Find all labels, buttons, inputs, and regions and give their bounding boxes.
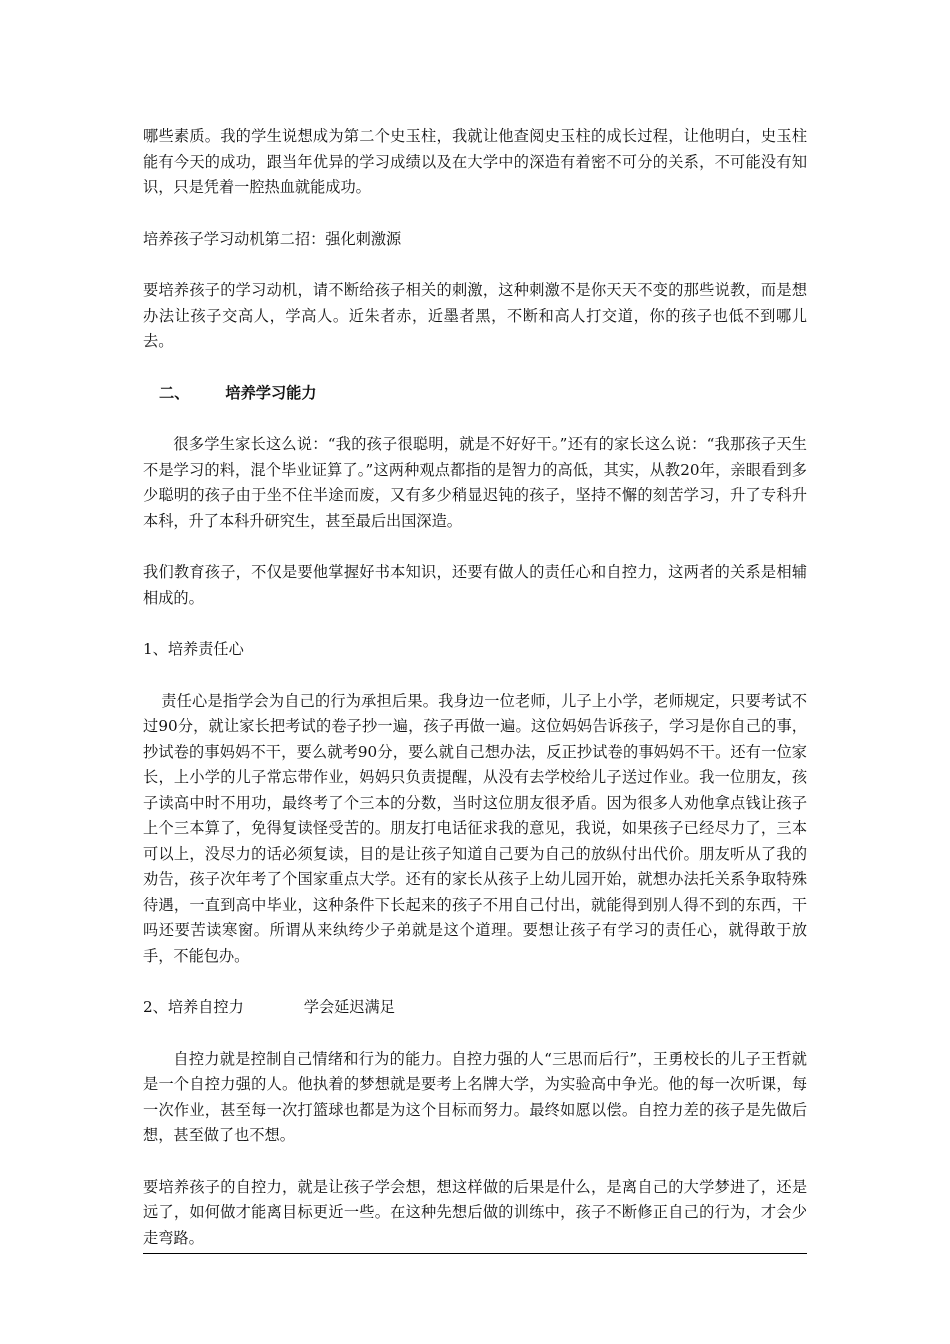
paragraph-responsibility-selfcontrol: 我们教育孩子，不仅是要他掌握好书本知识，还要有做人的责任心和自控力，这两者的关系是相辅相成的。 bbox=[143, 563, 807, 607]
document-body bbox=[143, 124, 807, 1254]
subheading-second-tip: 培养孩子学习动机第二招：强化刺激源 bbox=[143, 229, 402, 248]
paragraph-stimulus: 要培养孩子的学习动机，请不断给孩子相关的刺激，这种刺激不是你天天不变的那些说教，而是想办法让孩子交高人，学高人。近朱者赤，近墨者黑，不断和高人打交道，你的孩子也低不到哪儿去。 bbox=[143, 281, 807, 350]
paragraph-responsibility: 责任心是指学会为自己的行为承担后果。我身边一位老师，儿子上小学，老师规定，只要考试不过90分，就让家长把考试的卷子抄一遍，孩子再做一遍。这位妈妈告诉孩子，学习是你自己的事，抄试卷的事妈妈不干，要么就考90分，要么就自己想办法，反正抄试卷的事妈妈不干。还有一位家长，上小学的儿子常忘带作业，妈妈只负责提醒，从没有去学校给儿子送过作业。我一位朋友，孩子读高中时不用功，最终考了个三本的分数，当时这位朋友很矛盾。因为很多人劝他拿点钱让孩子上个三本算了，免得复读怪受苦的。朋友打电话征求我的意见，我说，如果孩子已经尽力了，三本可以上，没尽力的话必须复读，目的是让孩子知道自己要为自己的放纵付出代价。朋友听从了我的劝告，孩子次年考了个国家重点大学。还有的家长从孩子上幼儿园开始，就想办法托关系争取特殊待遇，一直到高中毕业，这种条件下长起来的孩子不用自己付出，就能得到别人得不到的东西，干吗还要苦读寒窗。所谓从来纨绔少子弟就是这个道理。要想让孩子有学习的责任心，就得敢于放手，不能包办。 bbox=[143, 691, 807, 965]
section-number: 二、 bbox=[159, 383, 190, 402]
paragraph-self-control: 自控力就是控制自己情绪和行为的能力。自控力强的人“三思而后行”，王勇校长的儿子王哲就是一个自控力强的人。他执着的梦想就是要考上名牌大学，为实验高中争光。他的每一次听课，每一次作业，甚至每一次打篮球也都是为这个目标而努力。最终如愿以偿。自控力差的孩子是先做后想，甚至做了也不想。 bbox=[143, 1049, 807, 1144]
paragraph-intro: 哪些素质。我的学生说想成为第二个史玉柱，我就让他查阅史玉柱的成长过程，让他明白，史玉柱能有今天的成功，跟当年优异的学习成绩以及在大学中的深造有着密不可分的关系，不可能没有知识，只是凭着一腔热血就能成功。 bbox=[143, 127, 807, 196]
section-heading-learning-ability bbox=[143, 381, 807, 407]
paragraph-parents-say: 很多学生家长这么说：“我的孩子很聪明，就是不好好干。”还有的家长这么说：“我那孩子天生不是学习的料，混个毕业证算了。”这两种观点都指的是智力的高低，其实，从教20年，亲眼看到多少聪明的孩子由于坐不住半途而废，又有多少稍显迟钝的孩子，坚持不懈的刻苦学习，升了专科升本科，升了本科升研究生，甚至最后出国深造。 bbox=[143, 435, 807, 530]
section-title: 培养学习能力 bbox=[225, 383, 317, 402]
subheading-self-control-title: 2、培养自控力 bbox=[143, 998, 244, 1016]
subheading-delayed-gratification: 学会延迟满足 bbox=[303, 998, 395, 1016]
paragraph-train-self-control: 要培养孩子的自控力，就是让孩子学会想，想这样做的后果是什么，是离自己的大学梦进了，还是远了，如何做才能离目标更近一些。在这种先想后做的训练中，孩子不断修正自己的行为，才会少走弯路。 bbox=[143, 1175, 807, 1255]
subheading-self-control bbox=[143, 995, 807, 1021]
subheading-responsibility: 1、培养责任心 bbox=[143, 640, 244, 658]
